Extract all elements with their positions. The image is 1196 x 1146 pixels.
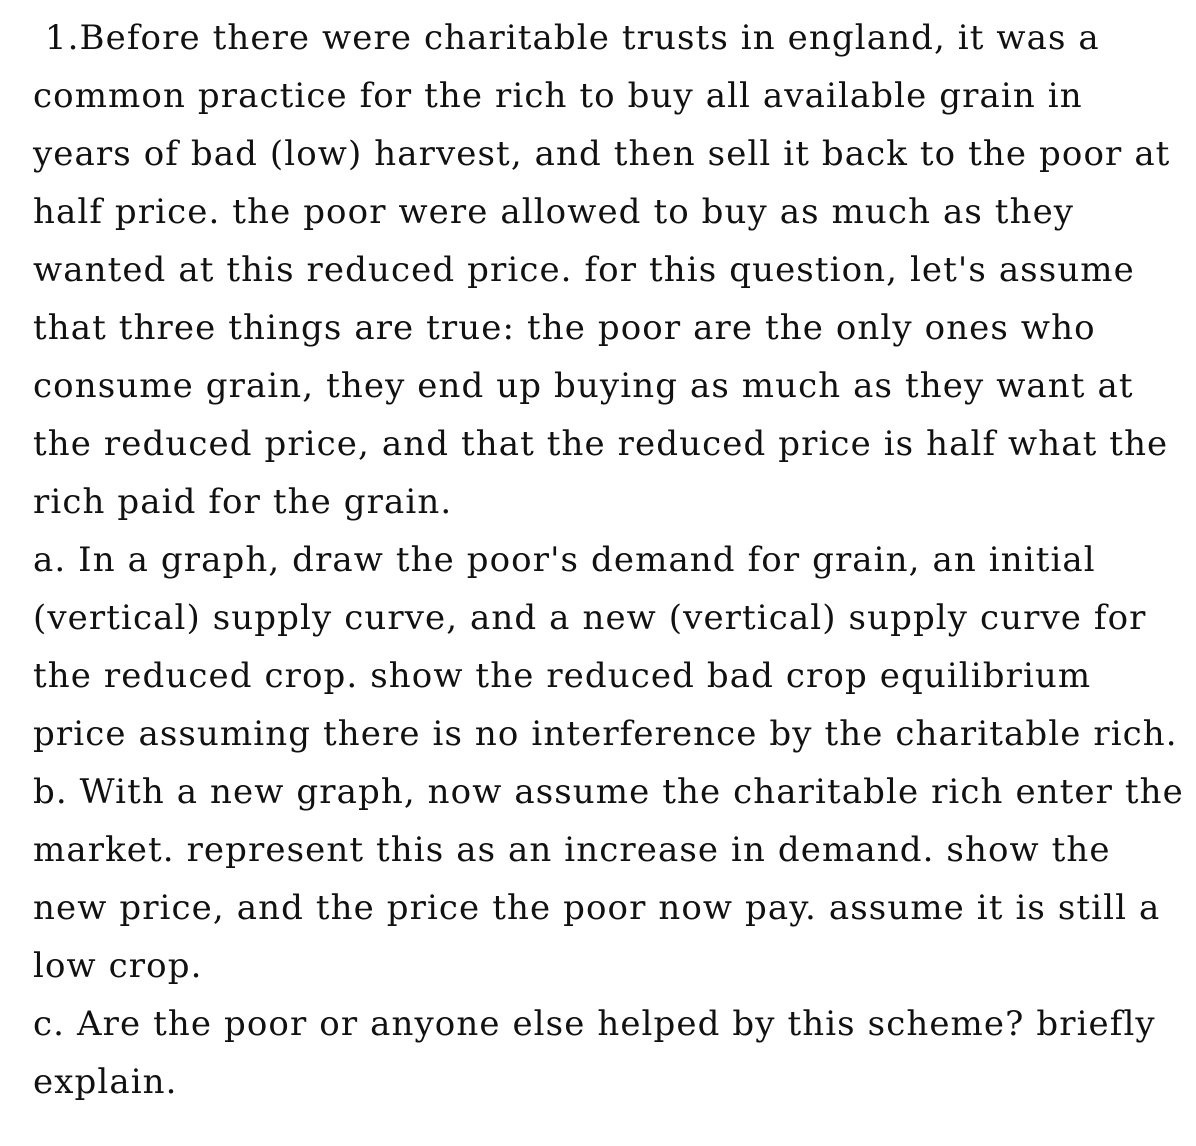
part-b-line-4: low crop. [33, 946, 203, 986]
intro-line-4: half price. the poor were allowed to buy as much as they [33, 192, 1075, 232]
intro-line-1: 1.Before there were charitable trusts in england, it was a [33, 18, 1100, 58]
part-b-line-3: new price, and the price the poor now pay. assume it is still a [33, 888, 1161, 928]
part-a-line-1: a. In a graph, draw the poor's demand for grain, an initial [33, 540, 1096, 580]
part-b-line-1: b. With a new graph, now assume the charitable rich enter the [33, 772, 1184, 812]
intro-line-7: consume grain, they end up buying as much as they want at [33, 366, 1134, 406]
part-a-line-2: (vertical) supply curve, and a new (vertical) supply curve for [33, 598, 1147, 638]
question-text-block [33, 9, 1183, 1111]
intro-line-5: wanted at this reduced price. for this question, let's assume [33, 250, 1135, 290]
part-a-line-4: price assuming there is no interference by the charitable rich. [33, 714, 1178, 754]
intro-line-6: that three things are true: the poor are the only ones who [33, 308, 1096, 348]
intro-line-8: the reduced price, and that the reduced price is half what the [33, 424, 1169, 464]
part-c-line-1: c. Are the poor or anyone else helped by this scheme? briefly [33, 1004, 1156, 1044]
intro-line-2: common practice for the rich to buy all available grain in [33, 76, 1083, 116]
part-a-line-3: the reduced crop. show the reduced bad crop equilibrium [33, 656, 1092, 696]
part-c-line-2: explain. [33, 1062, 178, 1102]
part-b-line-2: market. represent this as an increase in demand. show the [33, 830, 1111, 870]
intro-line-3: years of bad (low) harvest, and then sell it back to the poor at [33, 134, 1171, 174]
intro-line-9: rich paid for the grain. [33, 482, 453, 522]
